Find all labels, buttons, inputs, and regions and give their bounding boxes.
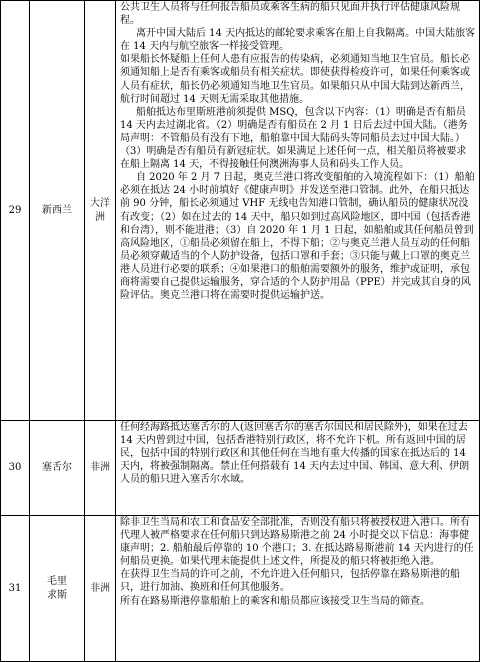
region-cell (85, 1, 116, 421)
country-cell: 新西兰 (30, 1, 85, 421)
measure-paragraph: 在获得卫生当局的许可之前，不允许进入任何船只，包括停靠在路易斯港的船只，进行加油、换班和任何其他服务。 (120, 569, 460, 594)
region-label: 大洋洲 (90, 198, 110, 223)
row-number: 30 (1, 421, 30, 516)
country-cell (30, 516, 85, 662)
measure-paragraph: 公共卫生人员将与任何报告船员或乘客生病的船只见面并执行评估健康风险规程。 (120, 2, 460, 27)
region-cell: 非洲 (85, 516, 116, 662)
measure-paragraph: 所有在路易斯港停靠船舶上的乘客和船员都应该接受卫生当局的筛查。 (120, 595, 430, 607)
table-row (1, 421, 480, 516)
table-row (1, 1, 480, 421)
measure-paragraph: 任何经海路抵达塞舌尔的人(返回塞舌尔的塞舌尔国民和居民除外)，如果在过去 14 天内曾到过中国，包括香港特别行政区，将不允许下机。所有返回中国的居民，包括中国的特别行政区和其他任何在当地有重大传播的国家在抵达后的 14 天内，将被强制隔离。禁止任何搭载有 14 天内去过中国、韩国、意大利、伊朗人员的船只进入塞舌尔水域。 (120, 422, 470, 486)
row-number: 29 (1, 1, 30, 421)
table-row (1, 516, 480, 662)
measure-paragraph: 自 2020 年 2 月 7 日起，奥克兰港口将改变船舶的入境流程如下：（1）船舶必须在抵达 24 小时前填好《健康声明》并发送至港口管制。此外，在船只抵达前 90 分钟，船长必须通过 VHF 无线电告知港口管制，确认船员的健康状况没有改变；（2）如在过去的 14 天中，船只如到过高风险地区，即中国（包括香港和台湾），则不能进港；（3）自 2020 年 1 月 1 日起，如船舶或其任何船员曾到高风险地区，①船员必须留在船上，不得下船；②与奥克兰港人员互动的任何船员必须穿戴适当的个人防护设备，包括口罩和手套；③只能与戴上口罩的奥克兰港人员进行必要的联系；④如果港口的船舶需要额外的服务，维护或证明，承包商将需要自己提供运输服务，穿合适的个人防护用品（PPE）并完成其自身的风险评估。奥克兰港口将在需要时提供运输护送。 (120, 172, 475, 302)
measure-paragraph: 除非卫生当局和农工和食品安全部批准，否则没有船只将被授权进入港口。所有代理人被严格要求在任何船只到达路易斯港之前 24 小时提交以下信息：海事健康声明；2. 船舶最后停靠的 10 个港口；3. 在抵达路易斯港前 14 天内进行的任何船员更换。如果代理未能提供上述文件，所提及的船只将被拒绝入港。 (120, 517, 474, 568)
measure-paragraph: 如果船长怀疑船上任何人患有应报告的传染病，必须通知当地卫生官员。船长必须通知船上是否有乘客或船员有相关症状。即使获得检疫许可，如果任何乘客或人员有症状，船长仍必须通知当地卫生官员。如果船只从中国大陆到达新西兰，航行时间超过 14 天则无需采取其他措施。 (120, 54, 470, 105)
country-label: 毛里求斯 (47, 576, 67, 601)
measures-cell (116, 421, 480, 516)
measures-cell (116, 1, 480, 421)
measure-paragraph: 离开中国大陆后 14 天内抵达的邮轮要求乘客在船上自我隔离。中国大陆旅客在 14 天内与航空旅客一样接受管理。 (120, 28, 476, 53)
row-number: 31 (1, 516, 30, 662)
measures-cell (116, 516, 480, 662)
country-cell: 塞舌尔 (30, 421, 85, 516)
region-cell: 非洲 (85, 421, 116, 516)
measure-paragraph: 船舶抵达布里斯班港前须提供 MSQ，包含以下内容：（1）明确是否有船员 14 天内去过湖北省。（2）明确是否有船员在 2 月 1 日后去过中国大陆。（港务局声明：不管船员有没有下地，船舶靠中国大陆码头等同船员去过中国大陆。）（3）明确是否有船员有新冠症状。如果满足上述任何一点，相关船员将被要求在船上隔离 14 天，不得接触任何澳洲海事人员和码头工作人员。 (120, 106, 468, 171)
